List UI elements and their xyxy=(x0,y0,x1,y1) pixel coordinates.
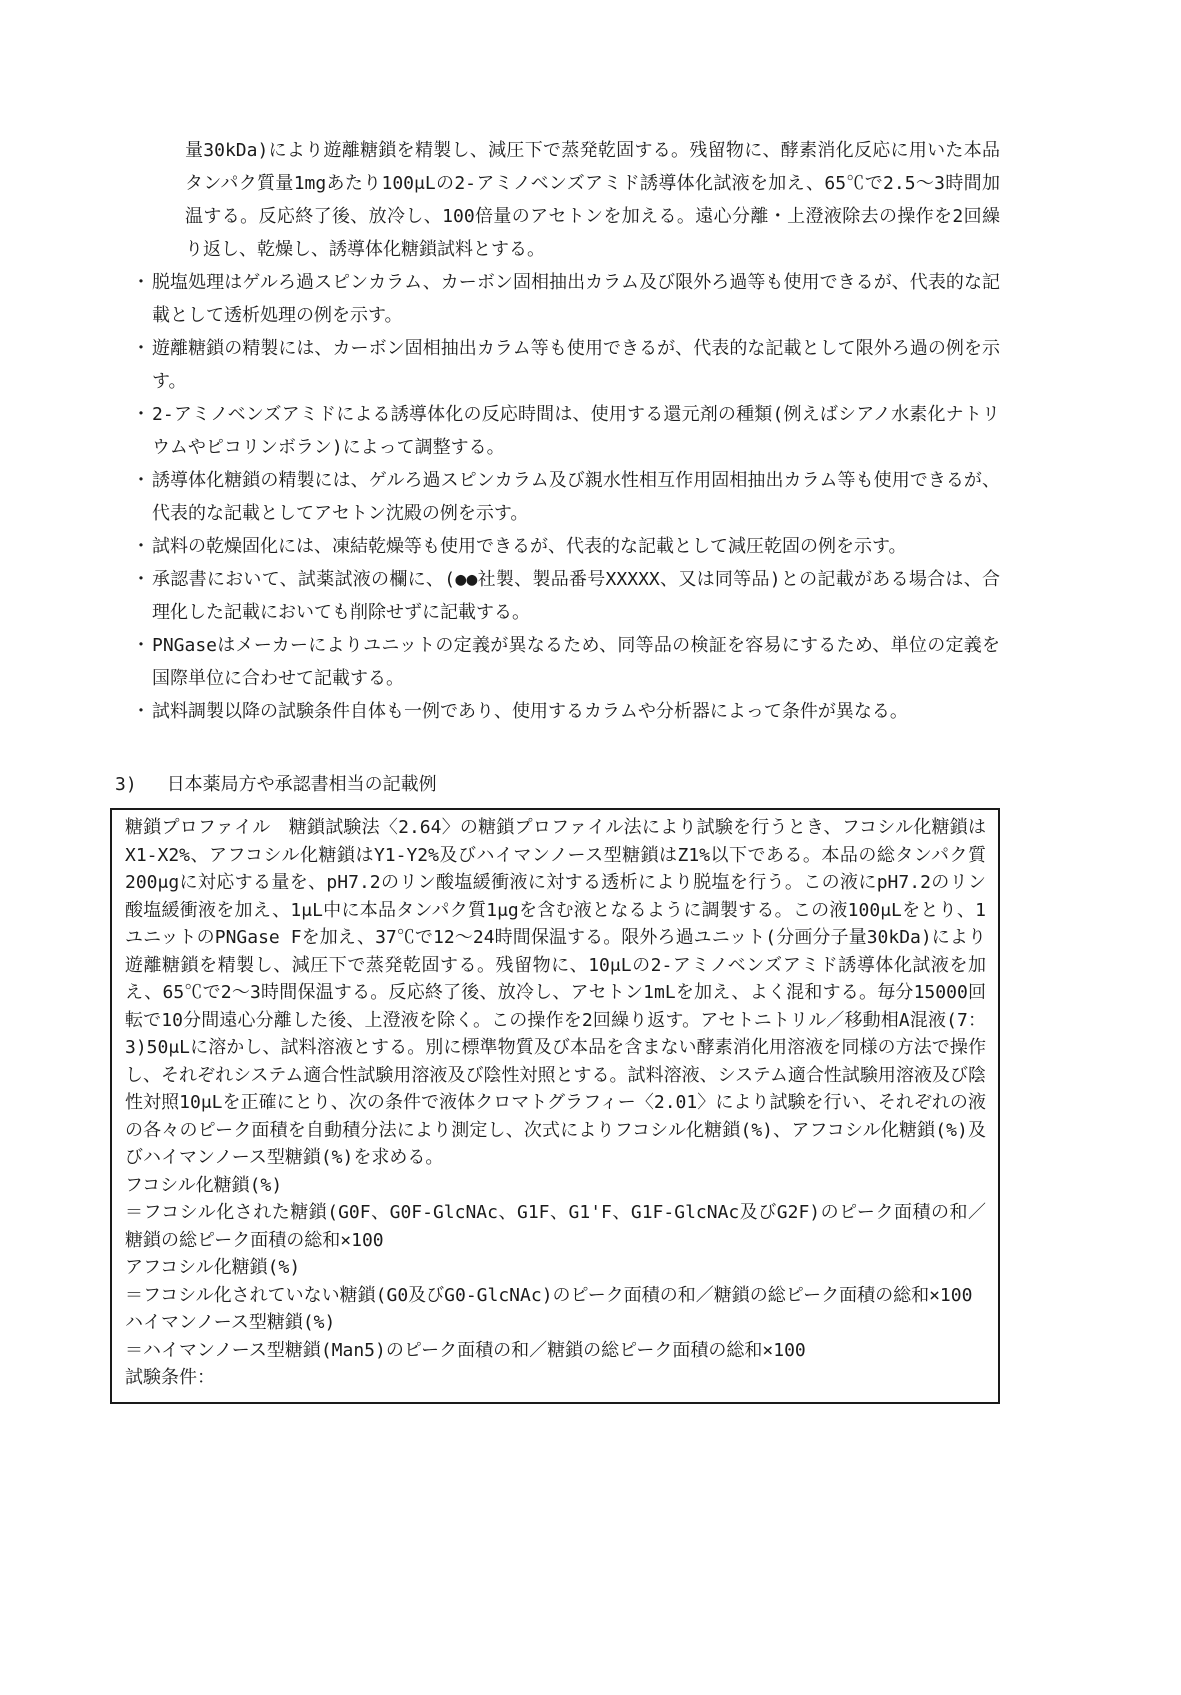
note-text: 承認書において、試薬試液の欄に、(●●社製、製品番号XXXXX、又は同等品)との記載がある場合は、合理化した記載においても削除せずに記載する。 xyxy=(152,569,1000,623)
note-item xyxy=(132,332,1000,398)
example-line-highmannose-formula: ＝ハイマンノース型糖鎖(Man5)のピーク面積の和／糖鎖の総ピーク面積の総和×100 xyxy=(125,1339,806,1361)
bullet-marker: ・ xyxy=(132,536,150,557)
example-paragraph: 糖鎖プロファイル 糖鎖試験法〈2.64〉の糖鎖プロファイル法により試験を行うとき、フコシル化糖鎖はX1-X2%、アフコシル化糖鎖はY1-Y2%及びハイマンノース型糖鎖はZ1%以下である。本品の総タンパク質200μgに対応する量を、pH7.2のリン酸塩緩衝液に対する透析により脱塩を行う。この液にpH7.2のリン酸塩緩衝液を加え、1μL中に本品タンパク質1μgを含む液となるように調製する。この液100μLをとり、1ユニットのPNGase Fを加え、37℃で12〜24時間保温する。限外ろ過ユニット(分画分子量30kDa)により遊離糖鎖を精製し、減圧下で蒸発乾固する。残留物に、10μLの2-アミノベンズアミド誘導体化試液を加え、65℃で2〜3時間保温する。反応終了後、放冷し、アセトン1mLを加え、よく混和する。毎分15000回転で10分間遠心分離した後、上澄液を除く。この操作を2回繰り返す。アセトニトリル／移動相A混液(7：3)50μLに溶かし、試料溶液とする。別に標準物質及び本品を含まない酵素消化用溶液を同様の方法で操作し、それぞれシステム適合性試験用溶液及び陰性対照とする。試料溶液、システム適合性試験用溶液及び陰性対照10μLを正確にとり、次の条件で液体クロマトグラフィー〈2.01〉により試験を行い、それぞれの液の各々のピーク面積を自動積分法により測定し、次式によりフコシル化糖鎖(%)、アフコシル化糖鎖(%)及びハイマンノース型糖鎖(%)を求める。 xyxy=(125,817,986,1168)
note-text: 試料調製以降の試験条件自体も一例であり、使用するカラムや分析器によって条件が異なる。 xyxy=(152,701,908,722)
bullet-marker: ・ xyxy=(132,404,150,425)
example-line-fucosylated-formula: ＝フコシル化された糖鎖(G0F、G0F-GlcNAc、G1F、G1'F、G1F-GlcNAc及びG2F)のピーク面積の和／糖鎖の総ピーク面積の総和×100 xyxy=(125,1202,986,1251)
bullet-marker: ・ xyxy=(132,272,150,293)
example-line-test-conditions: 試験条件： xyxy=(125,1367,215,1388)
section-title: 日本薬局方や承認書相当の記載例 xyxy=(166,774,437,795)
note-item xyxy=(132,266,1000,332)
notes-list xyxy=(110,266,1000,728)
section-heading xyxy=(115,768,1000,801)
bullet-marker: ・ xyxy=(132,338,150,359)
example-line-highmannose-label: ハイマンノース型糖鎖(%) xyxy=(125,1312,336,1333)
note-item xyxy=(132,398,1000,464)
note-text: 試料の乾燥固化には、凍結乾燥等も使用できるが、代表的な記載として減圧乾固の例を示す。 xyxy=(152,536,907,557)
note-item xyxy=(132,464,1000,530)
note-item xyxy=(132,530,1000,563)
example-line-afucosylated-label: アフコシル化糖鎖(%) xyxy=(125,1257,301,1278)
note-text: 2-アミノベンズアミドによる誘導体化の反応時間は、使用する還元剤の種類(例えばシアノ水素化ナトリウムやピコリンボラン)によって調整する。 xyxy=(152,404,1000,458)
example-box xyxy=(110,808,1000,1404)
page-content xyxy=(110,134,1000,1404)
section-number: 3) xyxy=(115,774,137,795)
example-line-fucosylated-label: フコシル化糖鎖(%) xyxy=(125,1174,283,1196)
note-item xyxy=(132,629,1000,695)
example-line-afucosylated-formula: ＝フコシル化されていない糖鎖(G0及びG0-GlcNAc)のピーク面積の和／糖鎖の総ピーク面積の総和×100 xyxy=(125,1284,973,1306)
note-item xyxy=(132,563,1000,629)
note-text: 脱塩処理はゲルろ過スピンカラム、カーボン固相抽出カラム及び限外ろ過等も使用できるが、代表的な記載として透析処理の例を示す。 xyxy=(152,272,1000,326)
bullet-marker: ・ xyxy=(132,470,150,491)
continuation-paragraph: 量30kDa)により遊離糖鎖を精製し、減圧下で蒸発乾固する。残留物に、酵素消化反応に用いた本品タンパク質量1mgあたり100μLの2-アミノベンズアミド誘導体化試液を加え、65℃で2.5〜3時間加温する。反応終了後、放冷し、100倍量のアセトンを加える。遠心分離・上澄液除去の操作を2回繰り返し、乾燥し、誘導体化糖鎖試料とする。 xyxy=(185,140,1000,260)
note-text: 遊離糖鎖の精製には、カーボン固相抽出カラム等も使用できるが、代表的な記載として限外ろ過の例を示す。 xyxy=(152,338,1000,392)
note-text: PNGaseはメーカーによりユニットの定義が異なるため、同等品の検証を容易にするため、単位の定義を国際単位に合わせて記載する。 xyxy=(152,635,1000,689)
bullet-marker: ・ xyxy=(132,701,150,722)
bullet-marker: ・ xyxy=(132,569,150,590)
note-text: 誘導体化糖鎖の精製には、ゲルろ過スピンカラム及び親水性相互作用固相抽出カラム等も使用できるが、代表的な記載としてアセトン沈殿の例を示す。 xyxy=(152,470,1000,524)
bullet-marker: ・ xyxy=(132,635,150,656)
note-item xyxy=(132,695,1000,728)
